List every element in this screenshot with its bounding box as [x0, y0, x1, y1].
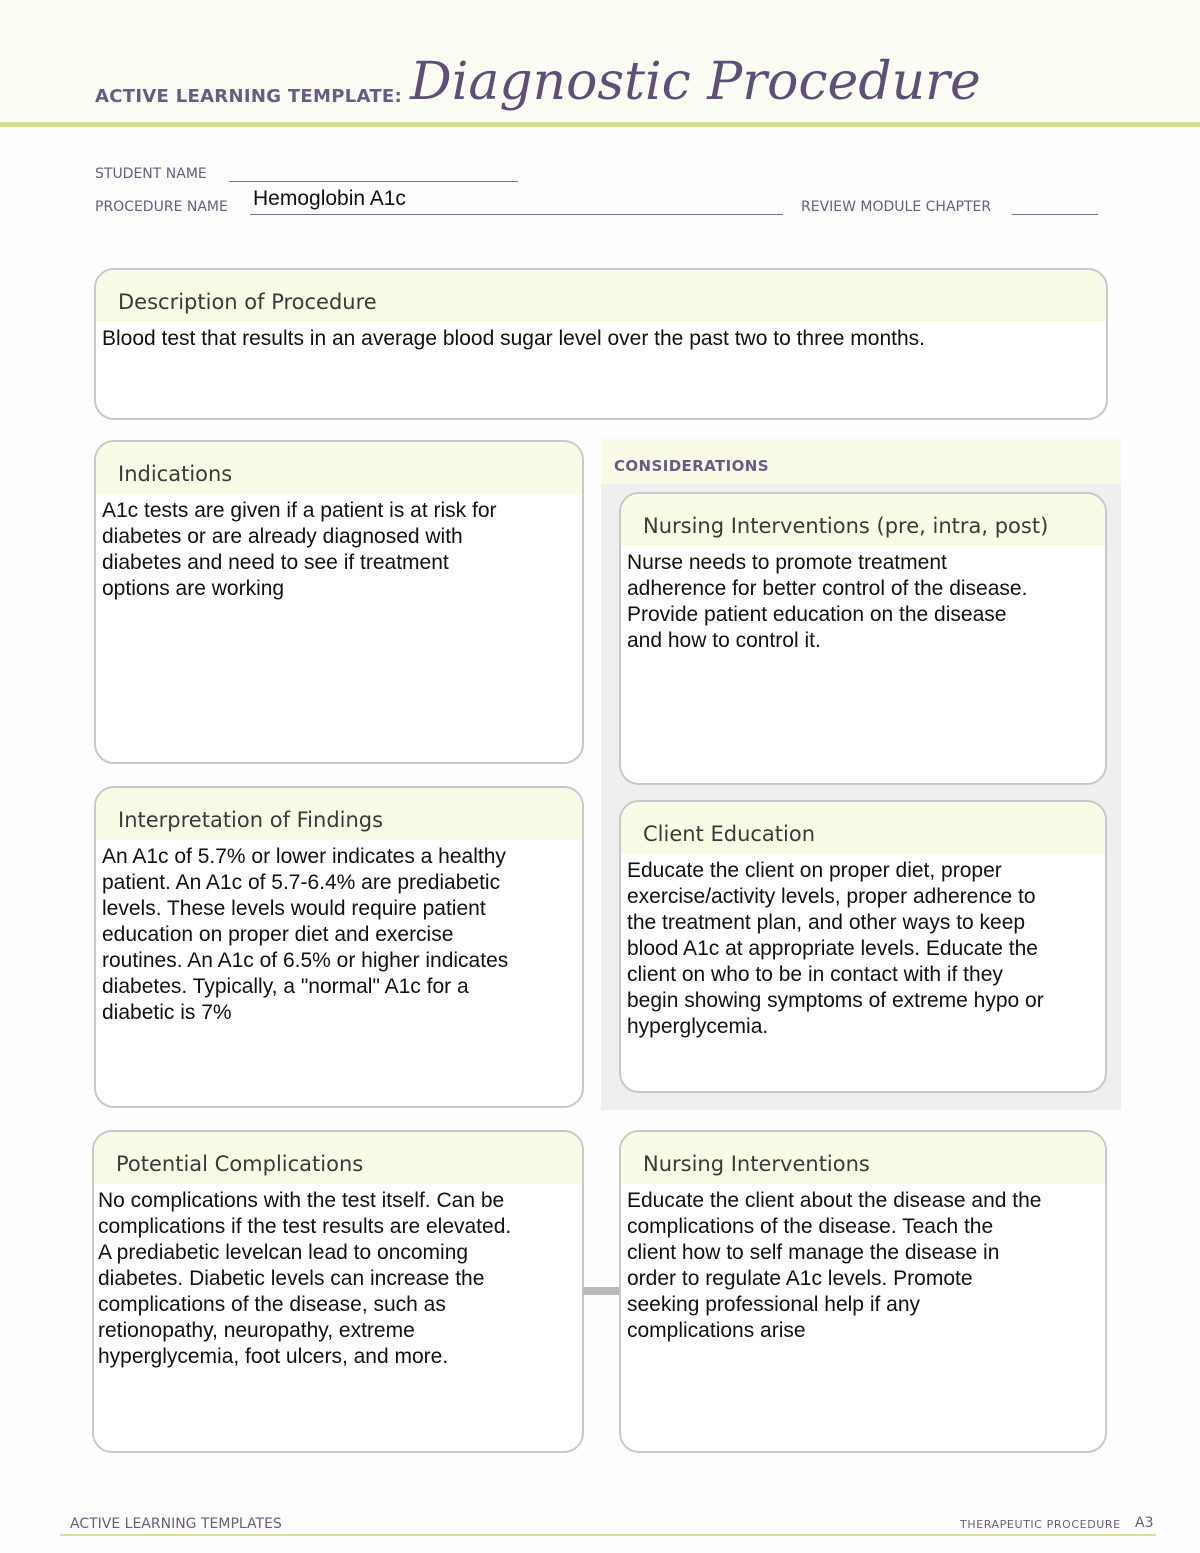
interpretation-heading: Interpretation of Findings [96, 788, 582, 840]
template-label: ACTIVE LEARNING TEMPLATE: [95, 86, 402, 107]
complications-card [92, 1130, 584, 1453]
indications-card [94, 440, 584, 764]
indications-heading: Indications [96, 442, 582, 494]
description-card [94, 268, 1108, 420]
review-module-field[interactable] [1012, 198, 1098, 215]
student-name-field[interactable] [229, 165, 518, 182]
page-title: Diagnostic Procedure [410, 52, 981, 112]
procedure-name-value: Hemoglobin A1c [253, 187, 406, 210]
procedure-name-label: PROCEDURE NAME [95, 199, 228, 215]
indications-body[interactable]: A1c tests are given if a patient is at risk for diabetes or are already diagnosed with diabetes and need to see if treatment options are working [102, 499, 497, 600]
nursing-interventions-card [619, 1130, 1107, 1453]
description-body[interactable]: Blood test that results in an average blood sugar level over the past two to three months. [102, 327, 925, 350]
description-heading: Description of Procedure [96, 270, 1106, 322]
complications-body[interactable]: No complications with the test itself. Can be complications if the test results are elevated. A prediabetic levelcan lead to oncoming diabetes. Diabetic levels can increase the complications of the disease, such as retionopathy, neuropathy, extreme hyperglycemia, foot ulcers, and more. [98, 1189, 512, 1368]
nursing-pre-body[interactable]: Nurse needs to promote treatment adherence for better control of the disease. Provide patient education on the disease and how to control it. [627, 551, 1028, 652]
student-name-label: STUDENT NAME [95, 166, 207, 182]
footer-divider [60, 1534, 1156, 1536]
nursing-interventions-heading: Nursing Interventions [621, 1132, 1105, 1184]
procedure-name-field[interactable] [250, 188, 783, 215]
client-education-card [619, 800, 1107, 1093]
header-divider [0, 122, 1200, 127]
card-connector [583, 1287, 620, 1295]
footer-page-number: A3 [1135, 1515, 1154, 1531]
nursing-interventions-body[interactable]: Educate the client about the disease and the complications of the disease. Teach the client how to self manage the disease in order to regulate A1c levels. Promote seeking professional help if any complications arise [627, 1189, 1042, 1342]
nursing-pre-heading: Nursing Interventions (pre, intra, post) [621, 494, 1105, 546]
interpretation-body[interactable]: An A1c of 5.7% or lower indicates a healthy patient. An A1c of 5.7-6.4% are prediabetic levels. These levels would require patient education on proper diet and exercise routines. An A1c of 6.5% or higher indicates diabetes. Typically, a "normal" A1c for a diabetic is 7% [102, 845, 509, 1024]
client-education-heading: Client Education [621, 802, 1105, 854]
complications-heading: Potential Complications [94, 1132, 582, 1184]
considerations-label: CONSIDERATIONS [614, 457, 769, 475]
interpretation-card [94, 786, 584, 1108]
review-module-label: REVIEW MODULE CHAPTER [801, 199, 992, 215]
nursing-pre-card [619, 492, 1107, 785]
footer-left-text: ACTIVE LEARNING TEMPLATES [70, 1516, 282, 1532]
client-education-body[interactable]: Educate the client on proper diet, proper exercise/activity levels, proper adherence to the treatment plan, and other ways to keep blood A1c at appropriate levels. Educate the client on who to be in contact with if they begin showing symptoms of extreme hypo or hyperglycemia. [627, 859, 1044, 1038]
footer-right-text: THERAPEUTIC PROCEDURE [960, 1518, 1121, 1531]
